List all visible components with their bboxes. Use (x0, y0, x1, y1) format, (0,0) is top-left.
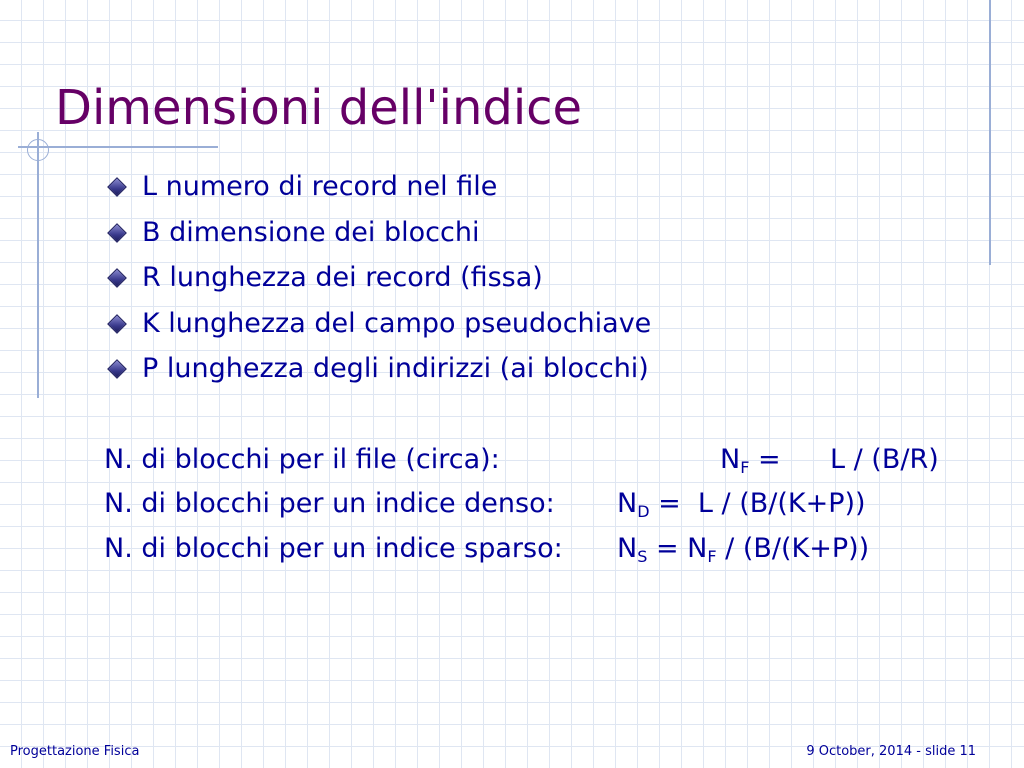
formula-subscript: D (637, 502, 650, 521)
formula-rhs-symbol: N (687, 533, 708, 564)
formula-expression (617, 531, 869, 567)
formula-equals: = (647, 533, 688, 564)
formula-rhs: L / (B/R) (830, 444, 939, 475)
formula-rhs: / (B/(K+P)) (716, 533, 870, 564)
formula-rhs: L / (B/(K+P)) (697, 488, 866, 519)
diamond-bullet-icon (107, 359, 127, 379)
bullet-text: R lunghezza dei record (fissa) (142, 262, 543, 293)
footer-right-text: 9 October, 2014 - slide 11 (806, 744, 976, 759)
bullet-text: P lunghezza degli indirizzi (ai blocchi) (142, 353, 649, 384)
slide-title: Dimensioni dell'indice (55, 80, 583, 136)
bullet-text: K lunghezza del campo pseudochiave (142, 307, 652, 339)
formula-symbol: N (617, 533, 638, 564)
formula-label: N. di blocchi per il file (circa): (104, 444, 500, 475)
decor-vertical-line-left (37, 132, 39, 398)
formula-equals: = (749, 444, 790, 475)
formula-equals: = (649, 488, 698, 519)
formula-expression (720, 442, 939, 478)
diamond-bullet-icon (107, 268, 127, 288)
decor-circle (27, 139, 49, 161)
diamond-bullet-icon (107, 177, 127, 197)
diamond-bullet-icon (107, 223, 127, 243)
bullet-text: B dimensione dei blocchi (142, 216, 480, 248)
formula-label: N. di blocchi per un indice denso: (104, 488, 555, 519)
bullet-text: L numero di record nel file (142, 171, 498, 202)
footer-left-text: Progettazione Fisica (10, 744, 140, 759)
formula-expression (617, 486, 866, 522)
formula-label: N. di blocchi per un indice sparso: (104, 533, 563, 564)
formula-symbol: N (720, 444, 741, 475)
formula-rhs-subscript: F (707, 547, 717, 566)
formula-symbol: N (617, 488, 638, 519)
diamond-bullet-icon (107, 314, 127, 334)
formula-subscript: F (740, 458, 750, 477)
decor-vertical-line-right (989, 0, 991, 265)
formula-subscript: S (637, 547, 648, 566)
